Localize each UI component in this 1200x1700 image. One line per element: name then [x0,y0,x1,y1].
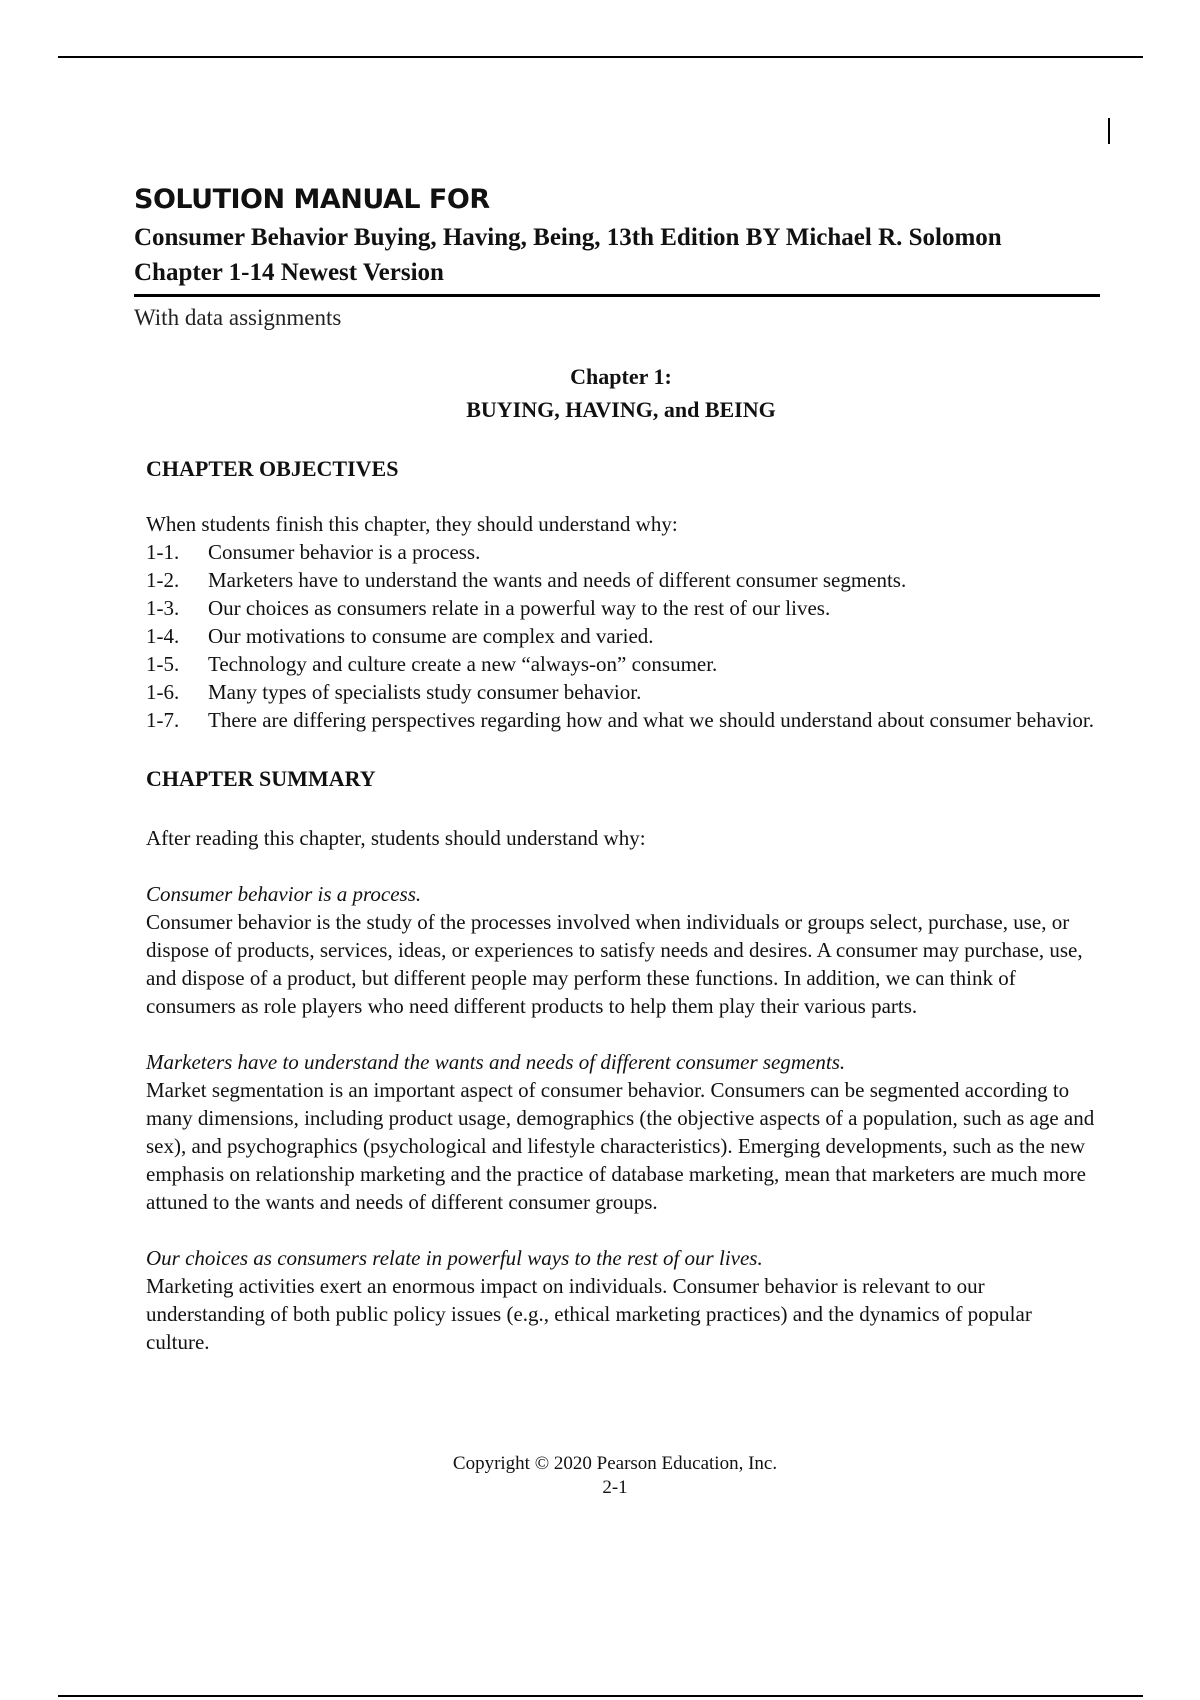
summary-body: Market segmentation is an important aspect of consumer behavior. Consumers can be segmented according to many dimensions, including product usage, demographics (the objective aspects of a population, such as age and sex), and psychographics (psychological and lifestyle characteristics). Emerging developments, such as the new emphasis on relationship marketing and the practice of database marketing, mean that marketers are much more attuned to the wants and needs of different consumer groups. [146,1078,1095,1214]
summary-subhead: Consumer behavior is a process. [146,882,422,906]
list-item [146,622,1096,650]
summary-block [146,1048,1096,1216]
objective-number: 1-3. [146,596,180,620]
document-body [146,360,1096,1356]
objective-number: 1-2. [146,568,180,592]
summary-heading: CHAPTER SUMMARY [146,766,376,791]
objective-text: Many types of specialists study consumer behavior. [208,680,642,704]
list-item [146,678,1096,706]
summary-block [146,880,1096,1020]
summary-intro: After reading this chapter, students should understand why: [146,826,646,850]
objectives-list [146,538,1096,734]
bottom-rule [58,1695,1143,1697]
objective-text: Consumer behavior is a process. [208,540,481,564]
list-item [146,706,1096,734]
copyright-text: Copyright © 2020 Pearson Education, Inc. [452,1453,778,1474]
book-title-line1: Consumer Behavior Buying, Having, Being, 13th Edition BY Michael R. Solomon [134,224,1002,251]
summary-subhead: Our choices as consumers relate in powerful ways to the rest of our lives. [146,1246,763,1270]
summary-block [146,1244,1096,1356]
objective-text: Our choices as consumers relate in a powerful way to the rest of our lives. [208,596,831,620]
text-cursor-mark [1108,118,1110,144]
objective-text: Technology and culture create a new “always-on” consumer. [208,652,718,676]
objective-text: Marketers have to understand the wants and needs of different consumer segments. [208,568,907,592]
list-item [146,538,1096,566]
objective-number: 1-6. [146,680,180,704]
summary-subhead: Marketers have to understand the wants and needs of different consumer segments. [146,1050,846,1074]
objective-number: 1-4. [146,624,180,648]
summary-body: Marketing activities exert an enormous impact on individuals. Consumer behavior is relevant to our understanding of both public policy issues (e.g., ethical marketing practices) and the dynamics of popular culture. [146,1274,1032,1354]
objectives-heading: CHAPTER OBJECTIVES [146,456,399,481]
top-rule [58,56,1143,58]
book-title-line2: Chapter 1-14 Newest Version [134,259,444,286]
manual-title: SOLUTION MANUAL FOR [134,184,490,215]
objective-number: 1-7. [146,708,180,732]
page-number: 2-1 [602,1477,628,1498]
list-item [146,566,1096,594]
objectives-intro: When students finish this chapter, they should understand why: [146,512,678,536]
chapter-title: BUYING, HAVING, and BEING [466,397,776,422]
list-item [146,650,1096,678]
objective-text: Our motivations to consume are complex and varied. [208,624,654,648]
objective-number: 1-1. [146,540,180,564]
header-rule [134,294,1100,297]
document-header [134,180,1100,335]
summary-body: Consumer behavior is the study of the processes involved when individuals or groups select, purchase, use, or dispose of products, services, ideas, or experiences to satisfy needs and desires. A consumer may purchase, use, and dispose of a product, but different people may perform these functions. In addition, we can think of consumers as role players who need different products to help them play their various parts. [146,910,1083,1018]
objective-number: 1-5. [146,652,180,676]
objective-text: There are differing perspectives regarding how and what we should understand about consumer behavior. [208,708,1094,732]
page-footer [0,1452,1200,1500]
chapter-number: Chapter 1: [570,364,672,389]
header-subtitle: With data assignments [134,305,342,330]
list-item [146,594,1096,622]
